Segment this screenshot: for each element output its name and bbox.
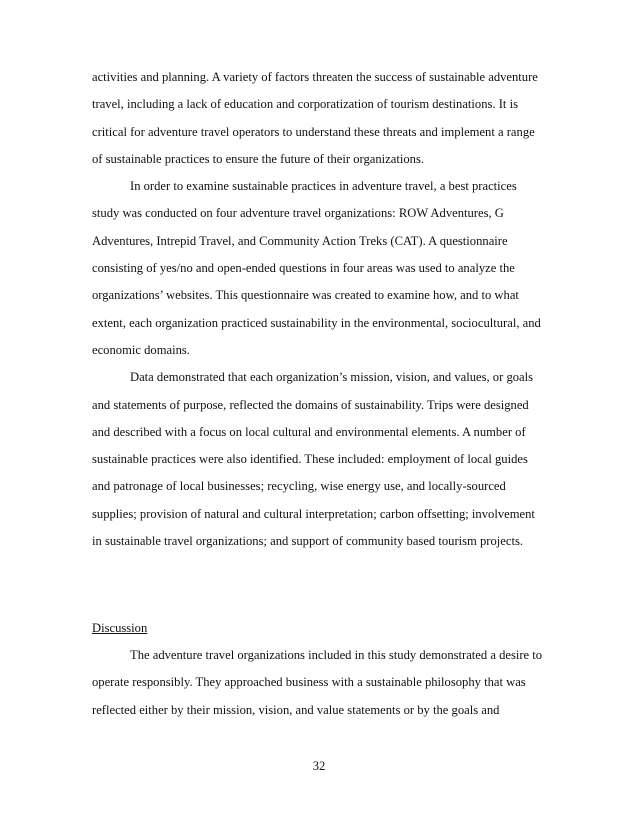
body-text	[92, 64, 552, 555]
text-line: operate responsibly. They approached business with a sustainable philosophy that was	[92, 675, 526, 690]
text-line: organizations’ websites. This questionnaire was created to examine how, and to what	[92, 288, 519, 303]
text-line: and patronage of local businesses; recycling, wise energy use, and locally-sourced	[92, 479, 506, 494]
text-line: reflected either by their mission, vision, and value statements or by the goals and	[92, 702, 500, 717]
text-line: travel, including a lack of education and corporatization of tourism destinations. It is	[92, 97, 518, 112]
text-line: economic domains.	[92, 342, 190, 357]
page-number: 32	[312, 759, 326, 773]
text-line: In order to examine sustainable practices in adventure travel, a best practices	[130, 179, 517, 194]
text-line: study was conducted on four adventure travel organizations: ROW Adventures, G	[92, 206, 504, 221]
text-line: and described with a focus on local cultural and environmental elements. A number of	[92, 424, 526, 439]
text-line: critical for adventure travel operators to understand these threats and implement a range	[92, 124, 535, 139]
text-line: activities and planning. A variety of factors threaten the success of sustainable adventure	[92, 70, 538, 84]
text-line: extent, each organization practiced sustainability in the environmental, sociocultural, and	[92, 315, 541, 330]
text-line: consisting of yes/no and open-ended questions in four areas was used to analyze the	[92, 261, 515, 276]
text-line: and statements of purpose, reflected the domains of sustainability. Trips were designed	[92, 397, 529, 412]
text-line: supplies; provision of natural and cultural interpretation; carbon offsetting; involvement	[92, 506, 535, 521]
text-line: sustainable practices were also identified. These included: employment of local guides	[92, 452, 528, 467]
text-line: of sustainable practices to ensure the future of their organizations.	[92, 151, 424, 166]
section-heading: Discussion	[92, 621, 148, 635]
text-line: Adventures, Intrepid Travel, and Community Action Treks (CAT). A questionnaire	[92, 233, 508, 248]
discussion-text	[92, 642, 552, 724]
text-line: Data demonstrated that each organization’s mission, vision, and values, or goals	[130, 370, 534, 385]
text-line: in sustainable travel organizations; and support of community based tourism projects.	[92, 534, 524, 549]
text-line: The adventure travel organizations included in this study demonstrated a desire to	[130, 648, 543, 662]
